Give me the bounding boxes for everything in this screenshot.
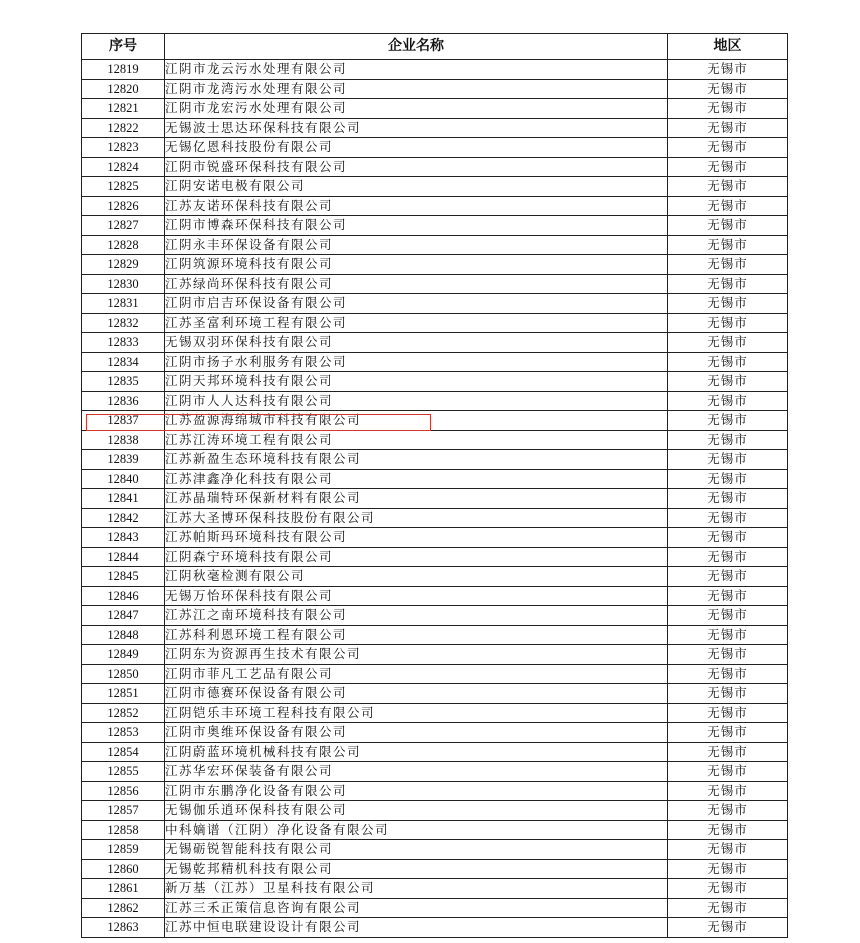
cell-no: 12838: [82, 430, 165, 450]
table-row: [82, 879, 788, 899]
cell-region: 无锡市: [668, 157, 788, 177]
table-row: [82, 274, 788, 294]
cell-name: 江苏绿尚环保科技有限公司: [165, 274, 668, 294]
table-row: [82, 645, 788, 665]
table-row: [82, 313, 788, 333]
table-row: [82, 157, 788, 177]
cell-name: 江苏江之南环境科技有限公司: [165, 606, 668, 626]
cell-no: 12850: [82, 664, 165, 684]
table-row: [82, 177, 788, 197]
table-row: [82, 450, 788, 470]
header-name: 企业名称: [165, 34, 668, 60]
cell-name: 江阴市人人达科技有限公司: [165, 391, 668, 411]
cell-name: 江阴市东鹏净化设备有限公司: [165, 781, 668, 801]
cell-name: 无锡万怡环保科技有限公司: [165, 586, 668, 606]
cell-no: 12833: [82, 333, 165, 353]
cell-region: 无锡市: [668, 333, 788, 353]
table-row: [82, 216, 788, 236]
table-header-row: [82, 34, 788, 60]
table-row: [82, 840, 788, 860]
cell-region: 无锡市: [668, 196, 788, 216]
cell-name: 江阴铠乐丰环境工程科技有限公司: [165, 703, 668, 723]
cell-name: 江阴蔚蓝环境机械科技有限公司: [165, 742, 668, 762]
cell-region: 无锡市: [668, 684, 788, 704]
cell-name: 江苏圣富利环境工程有限公司: [165, 313, 668, 333]
cell-name: 江苏盈源海绵城市科技有限公司: [165, 411, 668, 431]
cell-name: 江苏大圣博环保科技股份有限公司: [165, 508, 668, 528]
cell-name: 无锡亿恩科技股份有限公司: [165, 138, 668, 158]
cell-no: 12860: [82, 859, 165, 879]
cell-region: 无锡市: [668, 859, 788, 879]
cell-region: 无锡市: [668, 99, 788, 119]
cell-no: 12824: [82, 157, 165, 177]
table-row: [82, 684, 788, 704]
cell-region: 无锡市: [668, 177, 788, 197]
cell-region: 无锡市: [668, 411, 788, 431]
table-row: [82, 352, 788, 372]
cell-name: 江阴市锐盛环保科技有限公司: [165, 157, 668, 177]
cell-no: 12821: [82, 99, 165, 119]
table-row: [82, 60, 788, 80]
table-row: [82, 469, 788, 489]
table-row: [82, 372, 788, 392]
cell-no: 12828: [82, 235, 165, 255]
cell-no: 12835: [82, 372, 165, 392]
cell-no: 12848: [82, 625, 165, 645]
cell-region: 无锡市: [668, 898, 788, 918]
cell-no: 12831: [82, 294, 165, 314]
cell-region: 无锡市: [668, 313, 788, 333]
cell-region: 无锡市: [668, 586, 788, 606]
cell-region: 无锡市: [668, 547, 788, 567]
cell-no: 12844: [82, 547, 165, 567]
cell-no: 12826: [82, 196, 165, 216]
cell-name: 无锡波士思达环保科技有限公司: [165, 118, 668, 138]
cell-region: 无锡市: [668, 118, 788, 138]
cell-name: 无锡砺锐智能科技有限公司: [165, 840, 668, 860]
cell-name: 江阴市博森环保科技有限公司: [165, 216, 668, 236]
table-row: [82, 391, 788, 411]
table-row: [82, 79, 788, 99]
table-row: [82, 703, 788, 723]
table-row: [82, 138, 788, 158]
table-row: [82, 781, 788, 801]
cell-no: 12847: [82, 606, 165, 626]
cell-region: 无锡市: [668, 469, 788, 489]
cell-name: 无锡乾邦精机科技有限公司: [165, 859, 668, 879]
cell-no: 12859: [82, 840, 165, 860]
table-row: [82, 898, 788, 918]
cell-no: 12852: [82, 703, 165, 723]
cell-name: 江苏津鑫净化科技有限公司: [165, 469, 668, 489]
cell-region: 无锡市: [668, 781, 788, 801]
cell-region: 无锡市: [668, 742, 788, 762]
cell-name: 江苏江涛环境工程有限公司: [165, 430, 668, 450]
cell-region: 无锡市: [668, 352, 788, 372]
cell-no: 12853: [82, 723, 165, 743]
table-row: [82, 508, 788, 528]
cell-region: 无锡市: [668, 489, 788, 509]
cell-no: 12830: [82, 274, 165, 294]
table-row: [82, 606, 788, 626]
cell-name: 新万基（江苏）卫星科技有限公司: [165, 879, 668, 899]
cell-name: 江阴秋毫检测有限公司: [165, 567, 668, 587]
cell-name: 江阴市菲凡工艺品有限公司: [165, 664, 668, 684]
cell-no: 12819: [82, 60, 165, 80]
cell-name: 江阴市龙湾污水处理有限公司: [165, 79, 668, 99]
cell-region: 无锡市: [668, 391, 788, 411]
header-no: 序号: [82, 34, 165, 60]
cell-no: 12836: [82, 391, 165, 411]
table-row: [82, 586, 788, 606]
table-row: [82, 489, 788, 509]
cell-region: 无锡市: [668, 879, 788, 899]
table-row: [82, 255, 788, 275]
cell-no: 12858: [82, 820, 165, 840]
cell-name: 江阴市龙云污水处理有限公司: [165, 60, 668, 80]
cell-region: 无锡市: [668, 762, 788, 782]
cell-no: 12841: [82, 489, 165, 509]
header-region: 地区: [668, 34, 788, 60]
cell-name: 江阴东为资源再生技术有限公司: [165, 645, 668, 665]
cell-no: 12840: [82, 469, 165, 489]
cell-region: 无锡市: [668, 645, 788, 665]
cell-name: 江阴森宁环境科技有限公司: [165, 547, 668, 567]
cell-no: 12820: [82, 79, 165, 99]
cell-region: 无锡市: [668, 235, 788, 255]
table-row: [82, 411, 788, 431]
cell-no: 12854: [82, 742, 165, 762]
cell-name: 江阴永丰环保设备有限公司: [165, 235, 668, 255]
table-row: [82, 294, 788, 314]
cell-region: 无锡市: [668, 294, 788, 314]
cell-name: 江阴市德赛环保设备有限公司: [165, 684, 668, 704]
cell-region: 无锡市: [668, 450, 788, 470]
cell-region: 无锡市: [668, 567, 788, 587]
cell-region: 无锡市: [668, 820, 788, 840]
cell-no: 12822: [82, 118, 165, 138]
cell-no: 12823: [82, 138, 165, 158]
table-row: [82, 196, 788, 216]
cell-name: 江苏科利恩环境工程有限公司: [165, 625, 668, 645]
cell-no: 12855: [82, 762, 165, 782]
table-row: [82, 333, 788, 353]
cell-region: 无锡市: [668, 703, 788, 723]
table-row: [82, 762, 788, 782]
cell-no: 12829: [82, 255, 165, 275]
cell-name: 江阴市龙宏污水处理有限公司: [165, 99, 668, 119]
cell-no: 12827: [82, 216, 165, 236]
cell-region: 无锡市: [668, 430, 788, 450]
cell-no: 12846: [82, 586, 165, 606]
table-row: [82, 664, 788, 684]
cell-no: 12856: [82, 781, 165, 801]
cell-name: 江苏三禾正策信息咨询有限公司: [165, 898, 668, 918]
cell-region: 无锡市: [668, 606, 788, 626]
cell-region: 无锡市: [668, 528, 788, 548]
cell-name: 中科嫡谱（江阴）净化设备有限公司: [165, 820, 668, 840]
cell-region: 无锡市: [668, 918, 788, 938]
table-row: [82, 918, 788, 938]
table-row: [82, 723, 788, 743]
cell-region: 无锡市: [668, 255, 788, 275]
cell-no: 12863: [82, 918, 165, 938]
cell-no: 12839: [82, 450, 165, 470]
cell-region: 无锡市: [668, 79, 788, 99]
table-row: [82, 625, 788, 645]
cell-region: 无锡市: [668, 664, 788, 684]
cell-no: 12837: [82, 411, 165, 431]
table-row: [82, 859, 788, 879]
table-row: [82, 235, 788, 255]
cell-name: 江苏华宏环保装备有限公司: [165, 762, 668, 782]
cell-name: 江阴筑源环境科技有限公司: [165, 255, 668, 275]
cell-no: 12842: [82, 508, 165, 528]
cell-no: 12851: [82, 684, 165, 704]
cell-no: 12861: [82, 879, 165, 899]
cell-name: 江阴天邦环境科技有限公司: [165, 372, 668, 392]
cell-name: 江苏中恒电联建设设计有限公司: [165, 918, 668, 938]
cell-no: 12862: [82, 898, 165, 918]
table-row: [82, 742, 788, 762]
cell-name: 江阴市奥维环保设备有限公司: [165, 723, 668, 743]
table-row: [82, 820, 788, 840]
cell-name: 江苏帕斯玛环境科技有限公司: [165, 528, 668, 548]
table-row: [82, 547, 788, 567]
cell-name: 江阴市扬子水利服务有限公司: [165, 352, 668, 372]
cell-region: 无锡市: [668, 216, 788, 236]
cell-region: 无锡市: [668, 274, 788, 294]
cell-no: 12843: [82, 528, 165, 548]
cell-no: 12832: [82, 313, 165, 333]
cell-name: 无锡双羽环保科技有限公司: [165, 333, 668, 353]
cell-name: 江苏新盈生态环境科技有限公司: [165, 450, 668, 470]
company-table: [81, 33, 788, 938]
cell-name: 江苏友诺环保科技有限公司: [165, 196, 668, 216]
cell-region: 无锡市: [668, 801, 788, 821]
cell-region: 无锡市: [668, 508, 788, 528]
table-body: [82, 60, 788, 938]
cell-no: 12825: [82, 177, 165, 197]
table-row: [82, 567, 788, 587]
table-row: [82, 99, 788, 119]
cell-no: 12849: [82, 645, 165, 665]
cell-no: 12857: [82, 801, 165, 821]
cell-no: 12834: [82, 352, 165, 372]
table-row: [82, 118, 788, 138]
cell-region: 无锡市: [668, 138, 788, 158]
cell-name: 江苏晶瑞特环保新材料有限公司: [165, 489, 668, 509]
cell-region: 无锡市: [668, 625, 788, 645]
table-row: [82, 528, 788, 548]
cell-region: 无锡市: [668, 840, 788, 860]
cell-region: 无锡市: [668, 723, 788, 743]
cell-region: 无锡市: [668, 372, 788, 392]
cell-name: 江阴安诺电极有限公司: [165, 177, 668, 197]
cell-name: 无锡伽乐逍环保科技有限公司: [165, 801, 668, 821]
cell-name: 江阴市启吉环保设备有限公司: [165, 294, 668, 314]
table-row: [82, 801, 788, 821]
table-row: [82, 430, 788, 450]
cell-region: 无锡市: [668, 60, 788, 80]
cell-no: 12845: [82, 567, 165, 587]
